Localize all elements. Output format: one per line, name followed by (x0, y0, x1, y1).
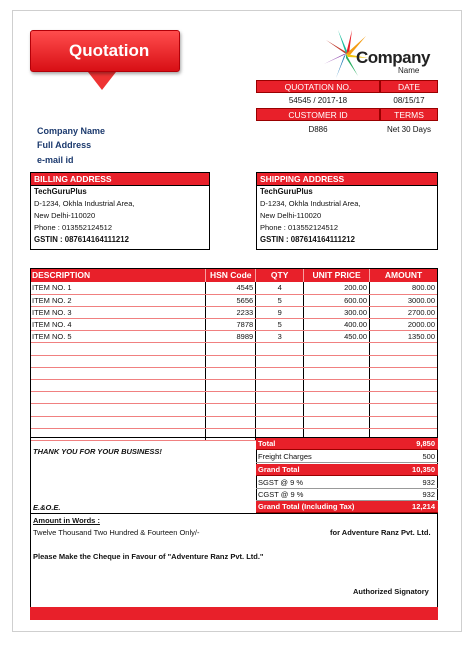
quotation-no-label: QUOTATION NO. (256, 80, 380, 93)
cell-hsn: 8989 (206, 331, 256, 343)
thanks-text: THANK YOU FOR YOUR BUSINESS! (33, 447, 162, 456)
cell-description: ITEM NO. 4 (30, 319, 206, 331)
freight-value: 500 (422, 452, 435, 461)
cell-amount: 1350.00 (370, 331, 438, 343)
total-label: Total (258, 439, 276, 448)
final-total-label: Grand Total (Including Tax) (258, 502, 355, 511)
customer-id-value: D886 (308, 125, 328, 134)
amount-words-label: Amount in Words : (33, 516, 100, 525)
items-table (30, 268, 438, 441)
eoe-text: E.&O.E. (33, 503, 61, 512)
empty-row (30, 392, 438, 404)
final-total-row (256, 501, 438, 513)
cell-unit-price: 400.00 (304, 319, 370, 331)
cell-unit-price: 450.00 (304, 331, 370, 343)
table-row (30, 282, 438, 294)
shipping-name: TechGuruPlus (260, 187, 313, 196)
table-row (30, 306, 438, 318)
table-row (30, 294, 438, 306)
col-qty: QTY (256, 268, 304, 282)
customer-id-label: CUSTOMER ID (256, 108, 380, 121)
for-company-text: for Adventure Ranz Pvt. Ltd. (330, 528, 431, 537)
sgst-label: SGST @ 9 % (258, 478, 303, 487)
cell-hsn: 7878 (206, 319, 256, 331)
cell-hsn: 2233 (206, 306, 256, 318)
cell-description: ITEM NO. 2 (30, 294, 206, 306)
billing-address-box (30, 172, 210, 250)
words-divider (30, 513, 438, 514)
shipping-phone: Phone : 013552124512 (260, 223, 338, 232)
logo-subtext: Name (398, 66, 420, 75)
billing-line2: New Delhi-110020 (34, 211, 96, 220)
shipping-heading: SHIPPING ADDRESS (257, 173, 437, 186)
billing-heading: BILLING ADDRESS (31, 173, 209, 186)
total-row (256, 438, 438, 450)
billing-name: TechGuruPlus (34, 187, 87, 196)
cell-amount: 800.00 (370, 282, 438, 294)
cell-description: ITEM NO. 1 (30, 282, 206, 294)
grand-total-label: Grand Total (258, 465, 300, 474)
cgst-row (256, 489, 438, 501)
total-value: 9,850 (416, 439, 435, 448)
cell-qty: 3 (256, 331, 304, 343)
col-description: DESCRIPTION (30, 268, 206, 282)
cell-qty: 9 (256, 306, 304, 318)
empty-row (30, 404, 438, 416)
date-label: DATE (380, 80, 438, 93)
footer-bar (30, 607, 438, 620)
company-name: Company Name (37, 126, 106, 136)
cell-unit-price: 300.00 (304, 306, 370, 318)
cell-unit-price: 200.00 (304, 282, 370, 294)
final-total-value: 12,214 (412, 502, 435, 511)
grand-total-value: 10,350 (412, 465, 435, 474)
quotation-title: Quotation (30, 30, 180, 72)
billing-line1: D-1234, Okhla Industrial Area, (34, 199, 135, 208)
empty-row (30, 416, 438, 428)
cell-unit-price: 600.00 (304, 294, 370, 306)
amount-words-value: Twelve Thousand Two Hundred & Fourteen Only/- (33, 528, 200, 537)
terms-value: Net 30 Days (386, 125, 432, 134)
table-row (30, 319, 438, 331)
shipping-line2: New Delhi-110020 (260, 211, 322, 220)
billing-phone: Phone : 013552124512 (34, 223, 112, 232)
billing-gstin: GSTIN : 087614164111212 (34, 235, 129, 244)
logo-name: Company (356, 48, 430, 67)
col-hsn: HSN Code (206, 268, 256, 282)
shipping-gstin: GSTIN : 087614164111212 (260, 235, 355, 244)
empty-row (30, 355, 438, 367)
cell-qty: 5 (256, 294, 304, 306)
table-header-row (30, 268, 438, 282)
col-unit-price: UNIT PRICE (304, 268, 370, 282)
table-row (30, 331, 438, 343)
quotation-no-value: 54545 / 2017-18 (288, 96, 348, 105)
date-value: 08/15/17 (393, 96, 425, 105)
empty-row (30, 343, 438, 355)
cheque-note: Please Make the Cheque in Favour of "Adventure Ranz Pvt. Ltd." (33, 552, 264, 561)
authorized-signatory: Authorized Signatory (353, 587, 429, 596)
shipping-address-box (256, 172, 438, 250)
empty-row (30, 380, 438, 392)
shipping-line1: D-1234, Okhla Industrial Area, (260, 199, 361, 208)
cell-description: ITEM NO. 5 (30, 331, 206, 343)
cell-amount: 2000.00 (370, 319, 438, 331)
cell-qty: 5 (256, 319, 304, 331)
company-email: e-mail id (37, 155, 74, 165)
company-address: Full Address (37, 140, 92, 150)
sgst-row (256, 477, 438, 489)
cell-qty: 4 (256, 282, 304, 294)
grand-total-row (256, 464, 438, 476)
empty-row (30, 367, 438, 379)
col-amount: AMOUNT (370, 268, 438, 282)
freight-label: Freight Charges (258, 452, 312, 461)
cell-hsn: 4545 (206, 282, 256, 294)
cell-amount: 2700.00 (370, 306, 438, 318)
cgst-label: CGST @ 9 % (258, 490, 304, 499)
freight-row (256, 451, 438, 463)
cgst-value: 932 (422, 490, 435, 499)
cell-hsn: 5656 (206, 294, 256, 306)
down-arrow-icon (88, 72, 116, 90)
cell-description: ITEM NO. 3 (30, 306, 206, 318)
cell-amount: 3000.00 (370, 294, 438, 306)
sgst-value: 932 (422, 478, 435, 487)
terms-label: TERMS (380, 108, 438, 121)
